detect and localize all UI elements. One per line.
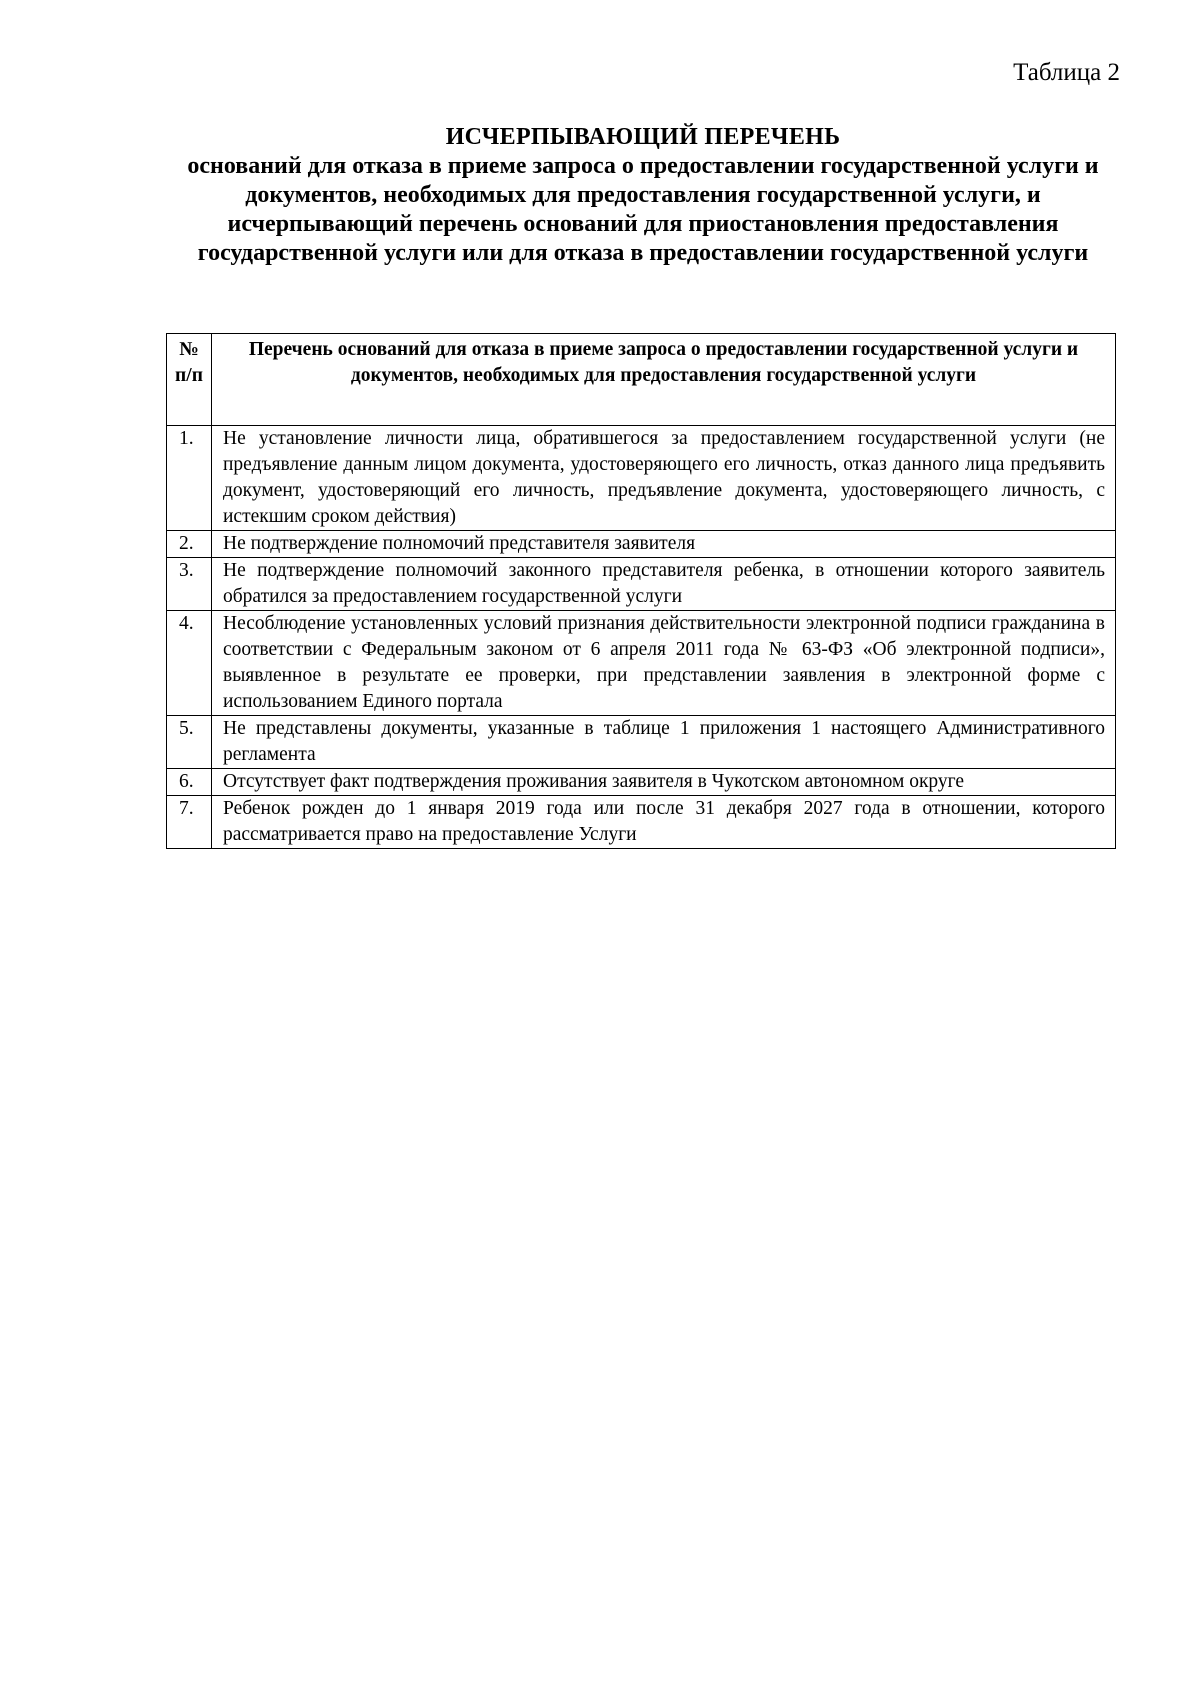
row-number: 4.	[167, 611, 212, 716]
grounds-table	[166, 333, 1116, 849]
row-number: 7.	[167, 796, 212, 849]
table-row	[167, 531, 1116, 558]
row-text: Несоблюдение установленных условий признания действительности электронной подписи гражданина в соответствии с Федеральным законом от 6 апреля 2011 года № 63-ФЗ «Об электронной подписи», выявленное в результате ее проверки, при представлении заявления в электронной форме с использованием Единого портала	[212, 611, 1116, 716]
table-row	[167, 611, 1116, 716]
row-text: Отсутствует факт подтверждения проживания заявителя в Чукотском автономном округе	[212, 769, 1116, 796]
table-row	[167, 426, 1116, 531]
document-heading	[160, 122, 1126, 268]
row-text: Не установление личности лица, обратившегося за предоставлением государственной услуги (не предъявление данным лицом документа, удостоверяющего его личность, отказ данного лица предъявить документ, удостоверяющий его личность, предъявление документа, удостоверяющего личность, с истекшим сроком действия)	[212, 426, 1116, 531]
row-number: 1.	[167, 426, 212, 531]
row-number: 3.	[167, 558, 212, 611]
document-title: ИСЧЕРПЫВАЮЩИЙ ПЕРЕЧЕНЬ	[445, 124, 841, 150]
header-grounds: Перечень оснований для отказа в приеме запроса о предоставлении государственной услуги и документов, необходимых для предоставления государственной услуги	[212, 334, 1116, 426]
table-header-row	[167, 334, 1116, 426]
header-number: № п/п	[167, 334, 212, 426]
table-row	[167, 558, 1116, 611]
table-row	[167, 796, 1116, 849]
row-number: 6.	[167, 769, 212, 796]
row-text: Не представлены документы, указанные в таблице 1 приложения 1 настоящего Административного регламента	[212, 716, 1116, 769]
row-number: 2.	[167, 531, 212, 558]
table-row	[167, 716, 1116, 769]
row-text: Не подтверждение полномочий представителя заявителя	[212, 531, 1116, 558]
table-row	[167, 769, 1116, 796]
row-text: Ребенок рожден до 1 января 2019 года или после 31 декабря 2027 года в отношении, которого рассматривается право на предоставление Услуги	[212, 796, 1116, 849]
row-number: 5.	[167, 716, 212, 769]
table-number-label: Таблица 2	[1013, 59, 1120, 86]
document-subtitle: оснований для отказа в приеме запроса о предоставлении государственной услуги и документов, необходимых для предоставления государственной услуги, и исчерпывающий перечень оснований для приостановления предоставления государственной услуги или для отказа в предоставлении государственной услуги	[187, 153, 1099, 266]
row-text: Не подтверждение полномочий законного представителя ребенка, в отношении которого заявитель обратился за предоставлением государственной услуги	[212, 558, 1116, 611]
